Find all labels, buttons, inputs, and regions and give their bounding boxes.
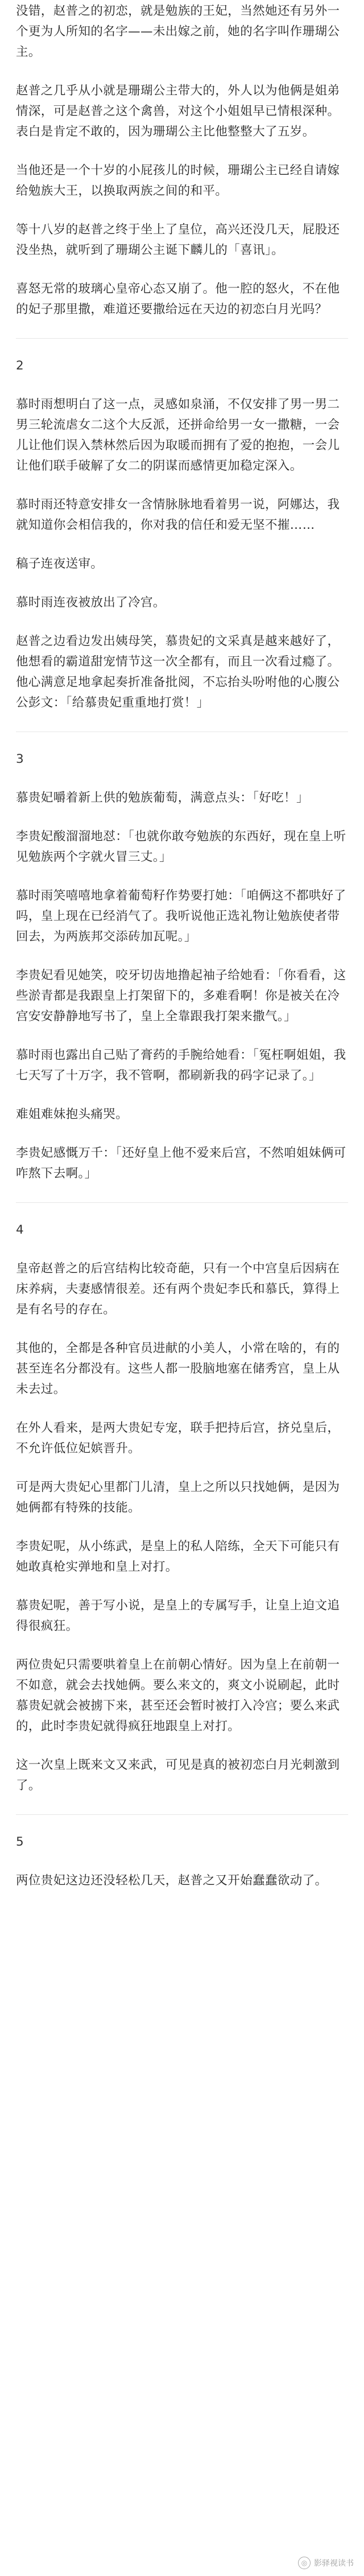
paragraph: 赵普之边看边发出姨母笑，慕贵妃的文采真是越来越好了，他想看的霸道甜宠情节这一次全都有，而且一次看过瘾了。他心满意足地拿起奏折准备批阅，不忘抬头吩咐他的心腹公公彭文：「给慕贵妃重重地打赏！」: [16, 634, 340, 710]
watermark: [298, 2557, 354, 2569]
paragraph: 慕时雨还特意安排女一含情脉脉地看着男一说，阿娜达，我就知道你会相信我的，你对我的信任和爱无坚不摧……: [16, 498, 340, 532]
paragraph: 李贵妃呢，从小练武，是皇上的私人陪练，全天下可能只有她敢真枪实弹地和皇上对打。: [16, 1539, 340, 1574]
circle-logo-icon: ◎: [298, 2557, 311, 2569]
paragraph: 慕时雨笑嘻嘻地拿着葡萄籽作势要打她：「咱俩这不都哄好了吗，皇上现在已经消气了。我听说他正选礼物让勉族使者带回去，为两族邦交添砖加瓦呢。」: [16, 889, 346, 944]
section-divider: [16, 338, 348, 339]
paragraph: 李贵妃看见她笑，咬牙切齿地撸起袖子给她看：「你看看，这些淤青都是我跟皇上打架留下的，多难看啊！你是被关在冷宫安安静静地写书了，皇上全靠跟我打架来撒气。」: [16, 968, 346, 1024]
paragraph: 慕时雨也露出自己贴了膏药的手腕给她看：「冤枉啊姐姐，我七天写了十万字，我不管啊，都刷新我的码字记录了。」: [16, 1048, 346, 1083]
paragraph: 赵普之几乎从小就是珊瑚公主带大的，外人以为他俩是姐弟情深，可是赵普之这个禽兽，对这个小姐姐早已情根深种。表白是肯定不敢的，因为珊瑚公主比他整整大了五岁。: [16, 84, 340, 139]
paragraph: 难姐难妹抱头痛哭。: [16, 1107, 129, 1121]
section-number: 3: [16, 752, 24, 766]
paragraph: 李贵妃感慨万千：「还好皇上他不爱来后宫，不然咱姐妹俩可咋熬下去啊。」: [16, 1146, 346, 1181]
paragraph: 等十八岁的赵普之终于坐上了皇位，高兴还没几天，屁股还没坐热，就听到了珊瑚公主诞下麟儿的「喜讯」。: [16, 223, 340, 257]
paragraph: 当他还是一个十岁的小屁孩儿的时候，珊瑚公主已经自请嫁给勉族大王，以换取两族之间的和平。: [16, 163, 340, 198]
paragraph: 喜怒无常的玻璃心皇帝心态又崩了。他一腔的怒火，不在他的妃子那里撒，难道还要撒给远在天边的初恋白月光吗？: [16, 282, 340, 317]
paragraph: 慕贵妃呢，善于写小说，是皇上的专属写手，让皇上迫文追得很疯狂。: [16, 1599, 340, 1633]
paragraph: 其他的，全都是各种官员进献的小美人，小常在啥的，有的甚至连名分都没有。这些人都一股脑地塞在储秀宫，皇上从未去过。: [16, 1341, 340, 1396]
section-divider: [16, 1202, 348, 1203]
paragraph: 慕时雨想明白了这一点，灵感如泉涌，不仅安排了男一男二男三轮流虐女二这个大反派，还拼命给男一女一撒糖，一会儿让他们误入禁林然后因为取暖而拥有了爱的抱抱，一会儿让他们联手破解了女二的阴谋而感情更加稳定深入。: [16, 397, 340, 473]
section-divider: [16, 1814, 348, 1815]
section-number: 4: [16, 1223, 24, 1237]
paragraph: 两位贵妃只需要哄着皇上在前朝心情好。因为皇上在前朝一不如意，就会去找她俩。要么来文的，爽文小说刷起，此时慕贵妃就会被掳下来，甚至还会暂时被打入冷宫；要么来武的，此时李贵妃就得疯狂地跟皇上对打。: [16, 1658, 340, 1733]
paragraph: 两位贵妃这边还没轻松几天，赵普之又开始蠢蠢欲动了。: [16, 1874, 328, 1888]
watermark-text: 影驿视读书: [314, 2559, 354, 2568]
section-number: 2: [16, 359, 24, 373]
paragraph: 可是两大贵妃心里都门儿清，皇上之所以只找她俩，是因为她俩都有特殊的技能。: [16, 1480, 340, 1515]
paragraph: 李贵妃酸溜溜地怼：「也就你敢夸勉族的东西好，现在皇上听见勉族两个字就火冒三丈。」: [16, 829, 346, 864]
paragraph: 稿子连夜送审。: [16, 557, 104, 571]
paragraph: 在外人看来，是两大贵妃专宠，联手把持后宫，挤兑皇后，不允许低位妃嫔晋升。: [16, 1421, 340, 1456]
paragraph: 皇帝赵普之的后宫结构比较奇葩，只有一个中宫皇后因病在床养病，夫妻感情很差。还有两个贵妃李氏和慕氏，算得上是有名号的存在。: [16, 1262, 340, 1317]
paragraph: 慕时雨连夜被放出了冷宫。: [16, 595, 166, 610]
section-number: 5: [16, 1835, 24, 1849]
paragraph: 慕贵妃嚼着新上供的勉族葡萄，满意点头：「好吃！」: [16, 791, 309, 805]
paragraph: 没错，赵普之的初恋，就是勉族的王妃，当然她还有另外一个更为人所知的名字——未出嫁之前，她的名字叫作珊瑚公主。: [16, 4, 340, 59]
paragraph: 这一次皇上既来文又来武，可见是真的被初恋白月光刺激到了。: [16, 1758, 340, 1793]
